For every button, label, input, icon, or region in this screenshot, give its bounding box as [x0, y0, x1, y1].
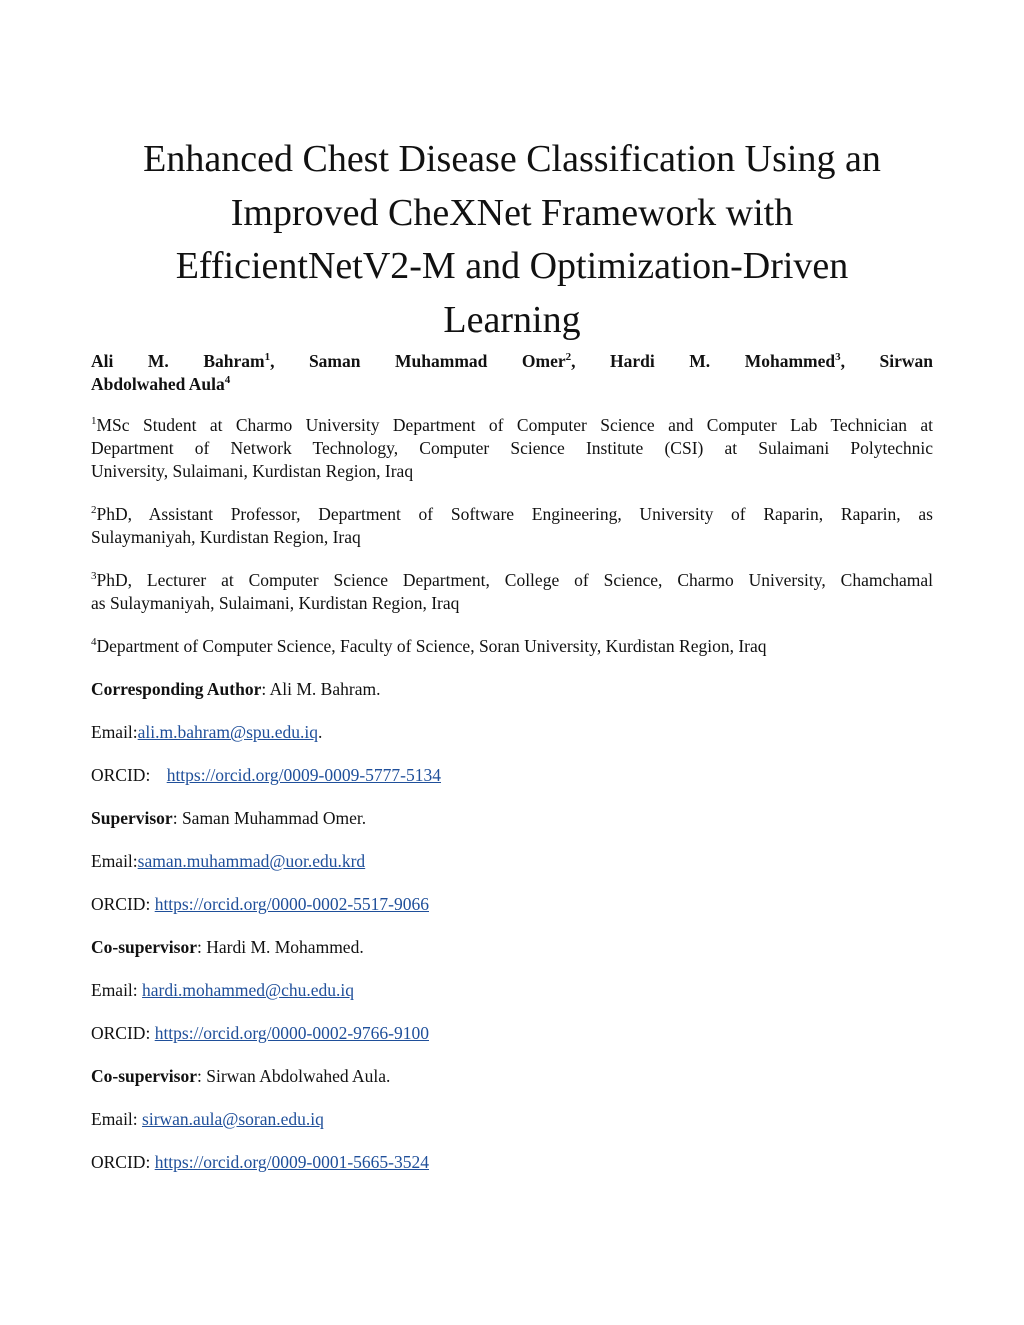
email-link-3[interactable]: hardi.mohammed@chu.edu.iq [142, 980, 354, 1000]
affiliation-1: $^1$MSc Student at Charmo University Department of Computer Science and Computer Lab Technician at Department of Network Technology, Computer Science Institute (CSI) at Sulaimani Polytechnic University, Sulaimani, Kurdistan Region, Iraq [91, 415, 933, 481]
author-1-middle: M. [147, 351, 169, 371]
author-1-first: Ali [91, 351, 114, 371]
author-line-2 [91, 373, 933, 396]
orcid-link-1[interactable]: https://orcid.org/0009-0009-5777-5134 [166, 765, 441, 785]
co-supervisor-1: Co-supervisor: Hardi M. Mohammed. [91, 937, 364, 957]
title-line-4: Learning [443, 298, 581, 341]
author-4-first: Sirwan [879, 351, 933, 371]
author-2-middle: Muhammad [395, 351, 488, 371]
co-supervisor-2-email: Email: sirwan.aula@soran.edu.iq [91, 1109, 324, 1129]
author-1-last: Bahram$^1$, [203, 351, 275, 371]
author-2-first: Saman [308, 351, 361, 371]
author-3-sup: 3 [835, 351, 841, 364]
supervisor: Supervisor: Saman Muhammad Omer. [91, 808, 367, 828]
author-3-middle: M. [689, 351, 711, 371]
corresponding-author: Corresponding Author: Ali M. Bahram. [91, 679, 381, 699]
author-3-last: Mohammed$^3$, [744, 351, 845, 371]
email-link-2[interactable]: saman.muhammad@uor.edu.krd [137, 851, 366, 871]
co-supervisor-2: Co-supervisor: Sirwan Abdolwahed Aula. [91, 1066, 391, 1086]
author-4-sup: 4 [224, 374, 231, 387]
paper-title [91, 133, 933, 347]
co-supervisor-2-orcid: ORCID: https://orcid.org/0009-0001-5665-3524 [91, 1152, 429, 1172]
affiliation-1-sup: 1 [91, 415, 97, 428]
title-line-3: EfficientNetV2-M and Optimization-Driven [175, 245, 849, 287]
author-4-last: Abdolwahed Aula [91, 374, 225, 394]
author-1-sup: 1 [264, 351, 271, 364]
affiliation-2: $^2$PhD, Assistant Professor, Department of Software Engineering, University of Raparin, Raparin, as Sulaymaniyah, Kurdistan Region, Iraq [91, 504, 933, 547]
affiliation-4-sup: 4 [91, 636, 97, 649]
author-2-sup: 2 [565, 351, 572, 364]
supervisor-orcid: ORCID: https://orcid.org/0000-0002-5517-9066 [91, 894, 429, 914]
author-list [91, 350, 933, 396]
supervisor-email: Email:saman.muhammad@uor.edu.krd [91, 851, 366, 871]
affiliation-2-sup: 2 [91, 504, 97, 517]
author-3-first: Hardi [610, 351, 655, 371]
orcid-link-4[interactable]: https://orcid.org/0009-0001-5665-3524 [154, 1152, 429, 1172]
affiliation-3: $^3$PhD, Lecturer at Computer Science Department, College of Science, Charmo University, Chamchamal as Sulaymaniyah, Sulaimani, Kurdistan Region, Iraq [91, 570, 933, 613]
orcid-link-3[interactable]: https://orcid.org/0000-0002-9766-9100 [154, 1023, 429, 1043]
corresponding-orcid: ORCID: https://orcid.org/0009-0009-5777-5134 [91, 765, 441, 785]
author-2-last: Omer$^2$, [521, 351, 576, 371]
corresponding-email: Email:ali.m.bahram@spu.edu.iq. [91, 722, 323, 742]
orcid-link-2[interactable]: https://orcid.org/0000-0002-5517-9066 [154, 894, 429, 914]
co-supervisor-1-orcid: ORCID: https://orcid.org/0000-0002-9766-9100 [91, 1023, 429, 1043]
email-link-4[interactable]: sirwan.aula@soran.edu.iq [142, 1109, 324, 1129]
email-link-1[interactable]: ali.m.bahram@spu.edu.iq [137, 722, 319, 742]
title-line-2: Improved CheXNet Framework with [230, 191, 794, 234]
affiliation-4: $^4$Department of Computer Science, Faculty of Science, Soran University, Kurdistan Region, Iraq [91, 636, 767, 656]
co-supervisor-1-email: Email: hardi.mohammed@chu.edu.iq [91, 980, 354, 1000]
paper-title-page [91, 133, 933, 1194]
affiliation-3-sup: 3 [91, 570, 97, 583]
author-line-1 [91, 350, 933, 373]
title-line-1: Enhanced Chest Disease Classification Using an [143, 138, 881, 180]
